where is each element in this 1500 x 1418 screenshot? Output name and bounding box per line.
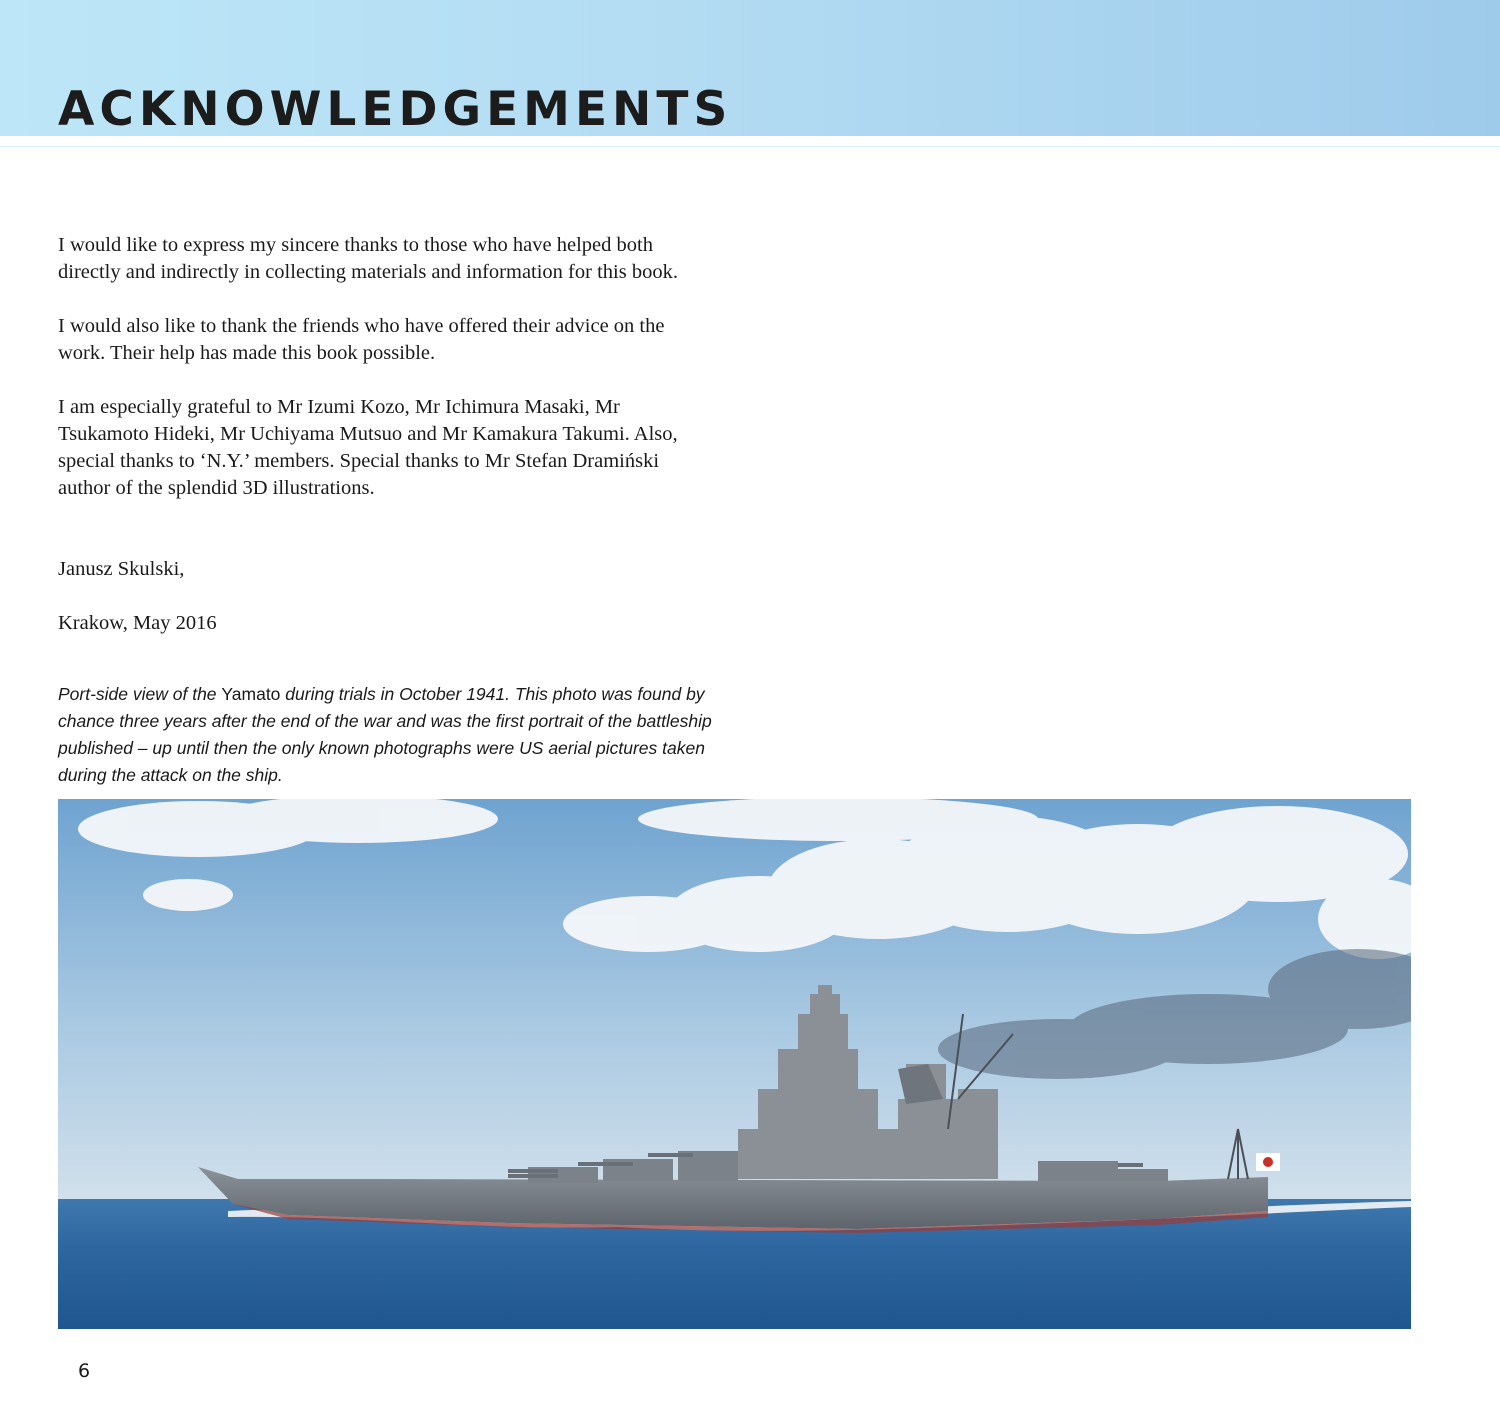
- signature: [58, 529, 738, 664]
- author-name: Janusz Skulski,: [58, 558, 185, 580]
- paragraph: I would like to express my sincere thanks to those who have helped both directly and indirectly in collecting materials and information for this book.: [58, 234, 678, 283]
- page-number: 6: [78, 1360, 91, 1382]
- paragraph: I am especially grateful to Mr Izumi Kozo, Mr Ichimura Masaki, Mr Tsukamoto Hideki, Mr Uchiyama Mutsuo and Mr Kamakura Takumi. Also, special thanks to ‘N.Y.’ members. Special thanks to Mr Stefan Dramiński author of the splendid 3D illustrations.: [58, 396, 678, 499]
- acknowledgement-text: [58, 232, 738, 664]
- battleship-photo: [58, 799, 1411, 1329]
- place-date: Krakow, May 2016: [58, 612, 217, 634]
- paragraph: I would also like to thank the friends who have offered their advice on the work. Their help has made this book possible.: [58, 315, 665, 364]
- ship-name: Yamato: [221, 684, 281, 704]
- photo-caption: [58, 681, 738, 789]
- header-divider: [0, 146, 1500, 147]
- page-title: ACKNOWLEDGEMENTS: [58, 82, 733, 137]
- caption-text: during trials in October 1941. This photo was found by chance three years after the end of the war and was the first portrait of the battleship published – up until then the only known photographs were US aerial pictures taken during the attack on the ship.: [58, 684, 712, 785]
- caption-text: Port-side view of the: [58, 684, 222, 704]
